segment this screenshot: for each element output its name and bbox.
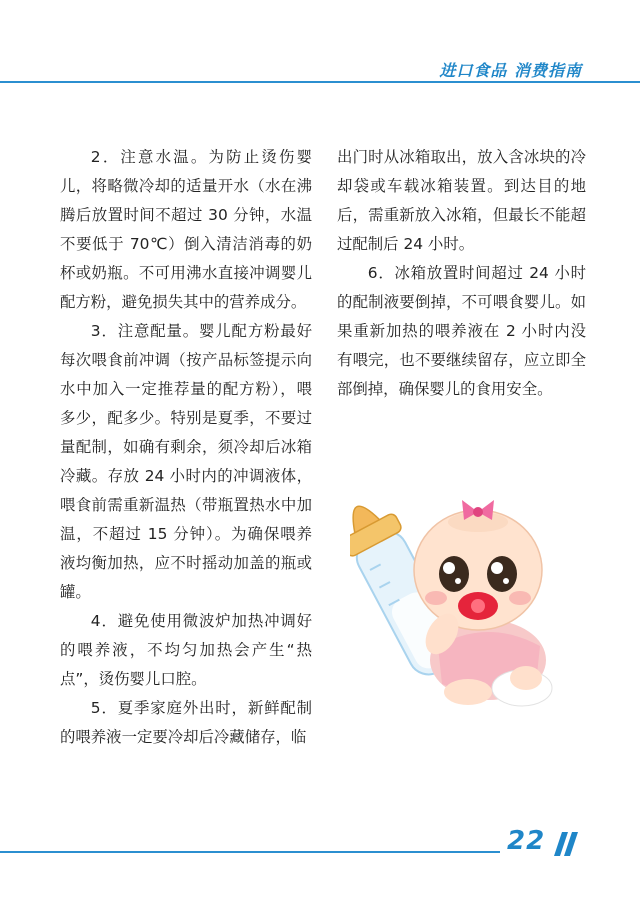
paragraph-outing-continued: 出门时从冰箱取出，放入含冰块的冷却袋或车载冰箱装置。到达目的地后，需重新放入冰箱，但最长不能超过配制后 24 小时。 [337,148,586,253]
header-title: 进口食品 消费指南 [439,61,582,80]
paragraph-water-temperature: 2．注意水温。为防止烫伤婴儿，将略微冷却的适量开水（水在沸腾后放置时间不超过 30 分钟，水温不要低于 70℃）倒入清洁消毒的奶杯或奶瓶。不可用沸水直接冲调婴儿配方粉，避免损失其中的营养成分。 [60,148,312,311]
page-slash-icon [552,832,582,856]
paragraph-microwave: 4．避免使用微波炉加热冲调好的喂养液，不均匀加热会产生“热点”，烫伤婴儿口腔。 [60,612,312,688]
right-column [337,143,586,404]
paragraph-storage-time: 6．冰箱放置时间超过 24 小时的配制液要倒掉，不可喂食婴儿。如果重新加热的喂养液在 2 小时内没有喂完，也不要继续留存，应立即全部倒掉，确保婴儿的食用安全。 [337,264,586,398]
baby-figure [414,500,552,706]
paragraph-outing: 5．夏季家庭外出时，新鲜配制的喂养液一定要冷却后冷藏储存，临 [60,699,312,746]
paragraph-dosage: 3．注意配量。婴儿配方粉最好每次喂食前冲调（按产品标签提示向水中加入一定推荐量的配方粉），喂多少，配多少。特别是夏季，不要过量配制，如确有剩余，须冷却后冰箱冷藏。存放 24 小时内的冲调液体，喂食前需重新温热（带瓶置热水中加温，不超过 15 分钟）。为确保喂养液均衡加热，应不时摇动加盖的瓶或罐。 [60,322,312,601]
left-column [60,143,312,752]
page-number: 22 [507,826,546,856]
footer-rule [0,851,500,853]
pacifier-icon [458,592,498,620]
header-rule [0,81,640,83]
baby-with-bottle-illustration [350,478,560,708]
